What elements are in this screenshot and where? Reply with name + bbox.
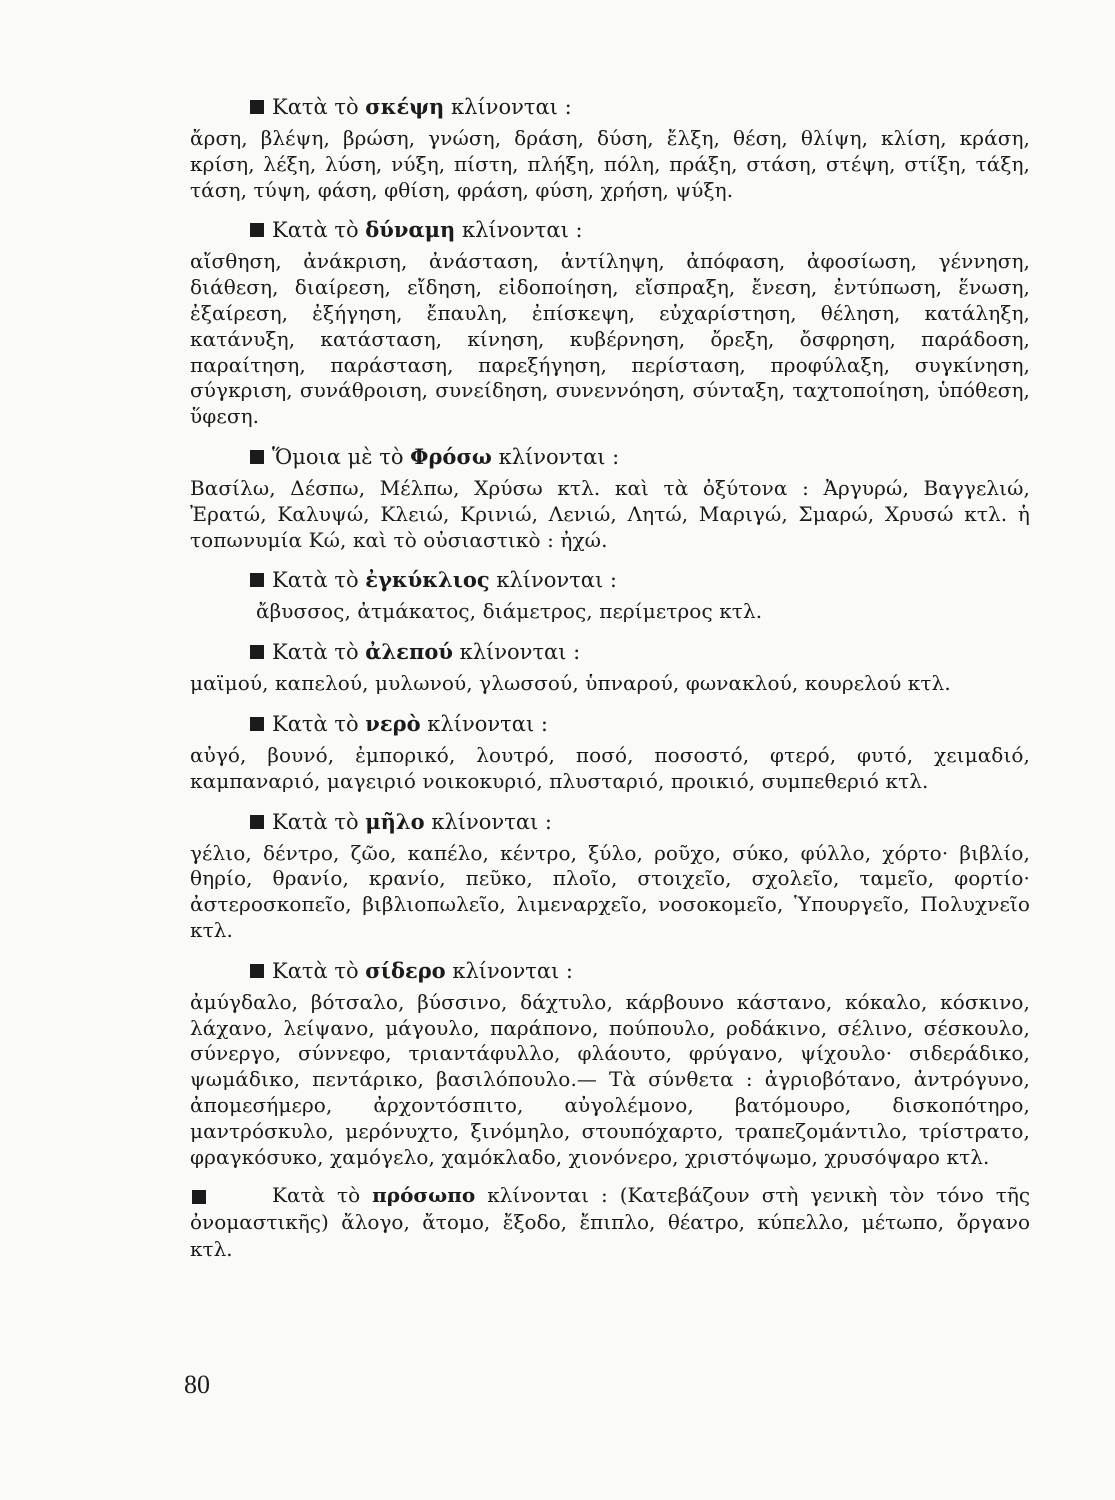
heading-lead: Κατὰ τὸ [272, 1183, 361, 1208]
declension-section [190, 637, 1030, 697]
word-list: μαϊμού, καπελού, μυλωνού, γλωσσού, ὑπναρού, φωνακλού, κουρελού κτλ. [190, 671, 951, 696]
square-bullet-icon [250, 717, 264, 731]
declension-section [190, 956, 1030, 1171]
heading-lead: Κατὰ τὸ [272, 640, 359, 665]
heading-tail: κλίνονται : [451, 95, 572, 119]
word-list: ἄρση, βλέψη, βρώση, γνώση, δράση, δύση, ἔλξη, θέση, θλίψη, κλίση, κράση, κρίση, λέξη, λύση, νύξη, πίστη, πλήξη, πόλη, πράξη, στάση, στέψη, στίξη, τάξη, τάση, τύψη, φάση, φθίση, φράση, φύση, χρήση, ψύξη. [190, 126, 1030, 202]
model-word: πρόσωπο [372, 1183, 476, 1208]
section-heading [190, 565, 1030, 595]
square-bullet-icon [250, 815, 264, 829]
model-word: ἀλεπού [365, 639, 453, 665]
declension-section [190, 709, 1030, 795]
declension-section [190, 442, 1030, 553]
model-word: δύναμη [365, 217, 456, 243]
page-content [190, 92, 1030, 1275]
heading-lead: Κατὰ τὸ [272, 568, 359, 593]
heading-lead: Κατὰ τὸ [272, 809, 359, 834]
heading-tail: κλίνονται : [461, 218, 583, 243]
declension-section [190, 807, 1030, 944]
heading-lead: Κατὰ τὸ [272, 95, 359, 119]
declension-section [190, 215, 1030, 430]
square-bullet-icon [250, 573, 264, 587]
word-list: Βασίλω, Δέσπω, Μέλπω, Χρύσω κτλ. καὶ τὰ ὀξύτονα : Ἀργυρώ, Βαγγελιώ, Ἐρατώ, Καλυψώ, Κλειώ, Κρινιώ, Λενιώ, Λητώ, Μαριγώ, Σμαρώ, Χρυσώ κτλ. ἡ τοπωνυμία Κώ, καὶ τὸ οὐσιαστικὸ : ἠχώ. [190, 475, 1030, 552]
heading-tail: κλίνονται : [431, 809, 552, 834]
heading-tail: κλίνονται : [427, 711, 548, 736]
heading-tail: κλίνονται : [498, 444, 620, 469]
word-list: αὐγό, βουνό, ἐμπορικό, λουτρό, ποσό, ποσοστό, φτερό, φυτό, χειμαδιό, καμπαναριό, μαγειριό νοικοκυριό, πλυσταριό, προικιό, συμπεθεριό κτλ. [190, 742, 1030, 793]
section-heading [190, 637, 1030, 667]
model-word: ἐγκύκλιος [365, 567, 490, 593]
section-heading [190, 807, 1030, 837]
square-bullet-icon [250, 645, 264, 659]
model-word: νερὸ [365, 710, 421, 736]
section-heading [190, 1182, 1030, 1263]
section-heading [190, 442, 1030, 472]
square-bullet-icon [250, 223, 264, 237]
square-bullet-icon [192, 1190, 206, 1204]
word-list: ἀμύγδαλο, βότσαλο, βύσσινο, δάχτυλο, κάρβουνο κάστανο, κόκαλο, κόσκινο, λάχανο, λείψανο, μάγουλο, παράπονο, πούπουλο, ροδάκινο, σέλινο, σέσκουλο, σύνεργο, σύννεφο, τριαντάφυλλο, φλάουτο, φρύγανο, ψίχουλο· σιδεράδικο, ψωμάδικο, πεντάρικο, βασιλόπουλο.— Τὰ σύνθετα : ἀγριοβότανο, ἀντρόγυνο, ἀπομεσήμερο, ἀρχοντόσπιτο, αὐγολέμονο, βατόμουρο, δισκοπότηρο, μαντρόσκυλο, μερόνυχτο, ξινόμηλο, στουπόχαρτο, τραπεζομάντιλο, τρίστρατο, φραγκόσυκο, χαμόγελο, χαμόκλαδο, χιονόνερο, χριστόψωμο, χρυσόψαρο κτλ. [190, 989, 1030, 1169]
section-heading [190, 709, 1030, 739]
page-number: 80 [184, 1370, 210, 1399]
heading-tail: κλίνονται : [452, 958, 574, 983]
section-heading [190, 215, 1030, 245]
model-word: μῆλο [365, 808, 425, 834]
heading-tail: κλίνονται : (Κατεβάζουν στὴ γενικὴ τὸν τόνο τῆς ὀνομαστικῆς) ἄλογο, ἄτομο, ἔξοδο, ἔπιπλο, θέατρο, κύπελλο, μέτωπο, ὄργανο κτλ. [190, 1183, 1031, 1262]
heading-lead: Κατὰ τὸ [272, 958, 359, 983]
word-list: αἴσθηση, ἀνάκριση, ἀνάσταση, ἀντίληψη, ἀπόφαση, ἀφοσίωση, γέννηση, διάθεση, διαίρεση, εἴδηση, εἰδοποίηση, εἴσπραξη, ἔνεση, ἐντύπωση, ἕνωση, ἐξαίρεση, ἐξήγηση, ἔπαυλη, ἐπίσκεψη, εὐχαρίστηση, θέληση, κατάληξη, κατάνυξη, κατάσταση, κίνηση, κυβέρνηση, ὄρεξη, ὄσφρηση, παράδοση, παραίτηση, παράσταση, παρεξήγηση, περίσταση, προφύλαξη, συγκίνηση, σύγκριση, συνάθροιση, συνείδηση, συνεννόηση, σύνταξη, ταχτοποίηση, ὑπόθεση, ὕφεση. [190, 249, 1030, 429]
declension-section [190, 1182, 1030, 1263]
heading-lead: Ὅμοια μὲ τὸ [272, 444, 404, 469]
section-heading [190, 92, 1030, 122]
word-list: γέλιο, δέντρο, ζῶο, καπέλο, κέντρο, ξύλο, ροῦχο, σύκο, φύλλο, χόρτο· βιβλίο, θηρίο, θρανίο, κρανίο, πεῦκο, πλοῖο, στοιχεῖο, σχολεῖο, ταμεῖο, φορτίο· ἀστεροσκοπεῖο, βιβλιοπωλεῖο, λιμεναρχεῖο, νοσοκομεῖο, Ὑπουργεῖο, Πολυχνεῖο κτλ. [190, 840, 1030, 942]
model-word: Φρόσω [410, 443, 492, 469]
declension-section [190, 565, 1030, 625]
square-bullet-icon [250, 450, 264, 464]
heading-tail: κλίνονται : [459, 640, 581, 665]
heading-tail: κλίνονται : [496, 568, 617, 593]
model-word: σίδερο [365, 957, 446, 983]
section-heading [190, 956, 1030, 986]
square-bullet-icon [250, 964, 264, 978]
word-list: ἄβυσσος, ἀτμάκατος, διάμετρος, περίμετρος κτλ. [256, 599, 763, 624]
heading-lead: Κατὰ τὸ [272, 711, 359, 736]
square-bullet-icon [250, 100, 264, 114]
heading-lead: Κατὰ τὸ [272, 218, 359, 243]
model-word: σκέψη [365, 94, 445, 119]
declension-section [190, 92, 1030, 203]
